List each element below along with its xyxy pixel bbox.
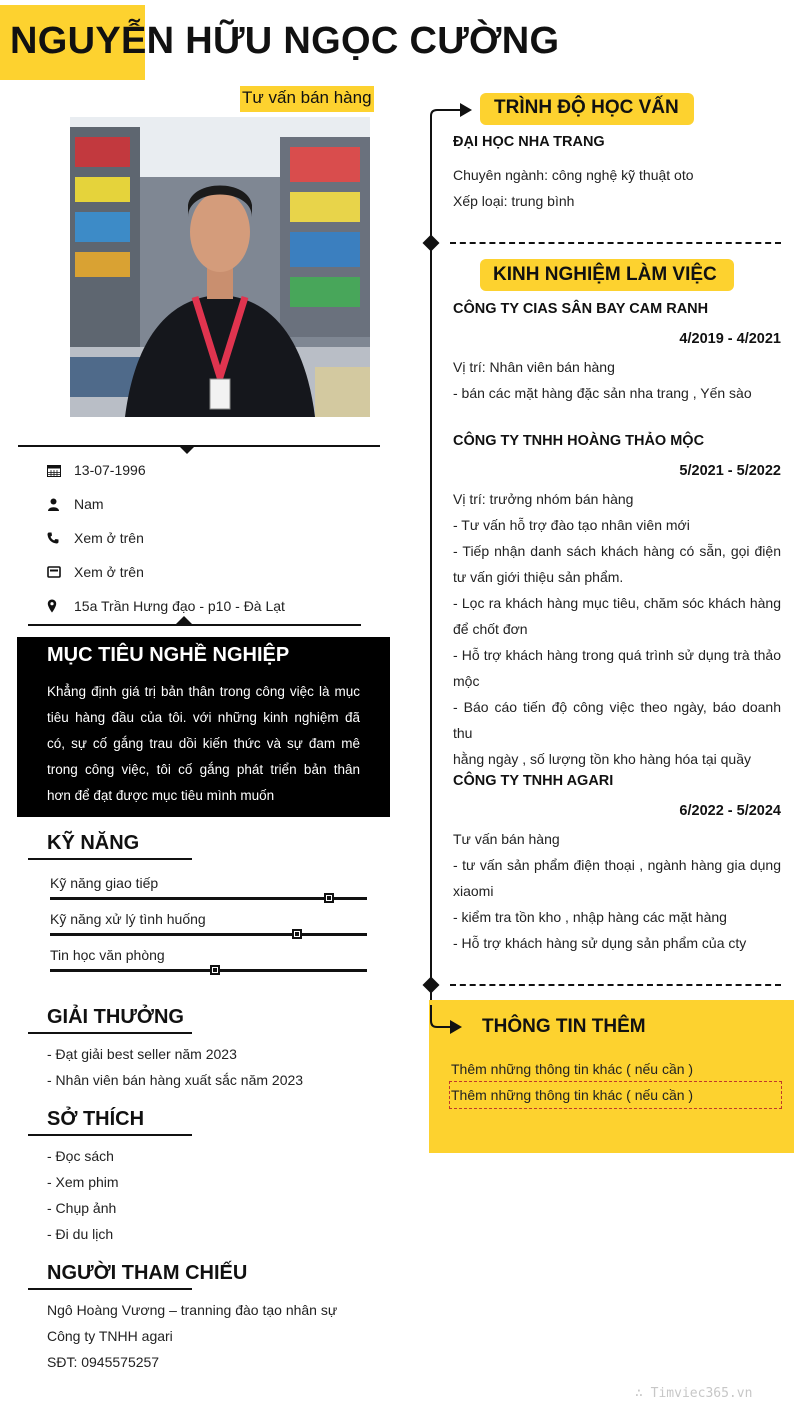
- objective-title: MỤC TIÊU NGHỀ NGHIỆP: [47, 644, 290, 666]
- location-icon: [47, 599, 74, 613]
- timeline-line: [430, 118, 432, 1033]
- birthday-value: 13-07-1996: [74, 462, 146, 478]
- skill-bar: [50, 897, 367, 900]
- hobby-item: - Đi du lịch: [47, 1226, 114, 1242]
- gender-value: Nam: [74, 496, 104, 512]
- hobby-item: - Đọc sách: [47, 1148, 114, 1164]
- section-underline: [28, 1032, 192, 1034]
- awards-title: GIẢI THƯỞNG: [47, 1006, 184, 1028]
- divider-arrow: [179, 446, 195, 454]
- job-details: Vị trí: Nhân viên bán hàng - bán các mặt hàng đặc sản nha trang , Yến sào: [453, 359, 752, 401]
- skill-knob: [324, 893, 334, 903]
- job-title: Tư vấn bán hàng: [240, 86, 374, 112]
- job-details: Tư vấn bán hàng - tư vấn sản phẩm điện thoại , ngành hàng gia dụng xiaomi - kiểm tra tồn kho , nhập hàng các mặt hàng - Hỗ trợ khách hàng sử dụng sản phẩm của cty: [453, 831, 781, 951]
- award-item: - Đạt giải best seller năm 2023: [47, 1046, 237, 1062]
- watermark: ∴ Timviec365.vn: [635, 1386, 753, 1401]
- email-value: Xem ở trên: [74, 564, 144, 580]
- education-school: ĐẠI HỌC NHA TRANG: [453, 134, 605, 150]
- career-objective: [17, 637, 390, 817]
- timeline-arrow-icon: [428, 98, 474, 122]
- extra-info-title: THÔNG TIN THÊM: [482, 1016, 646, 1037]
- timeline-arrow-icon: [428, 1005, 464, 1035]
- contact-gender: [47, 494, 104, 514]
- education-details: Chuyên ngành: công nghệ kỹ thuật oto Xếp loại: trung bình: [453, 167, 694, 209]
- divider: [18, 445, 380, 447]
- skills-title: KỸ NĂNG: [47, 832, 140, 854]
- skill-label: Kỹ năng xử lý tình huống: [50, 911, 206, 927]
- hobbies-list: [47, 1143, 119, 1247]
- job-date: 5/2021 - 5/2022: [679, 463, 781, 479]
- hobby-item: - Xem phim: [47, 1174, 119, 1190]
- skill-knob: [292, 929, 302, 939]
- skill-bar: [50, 969, 367, 972]
- skill-label: Tin học văn phòng: [50, 947, 165, 963]
- skill-bar: [50, 933, 367, 936]
- skill-knob: [210, 965, 220, 975]
- awards-list: [47, 1041, 303, 1093]
- objective-text: Khẳng định giá trị bản thân trong công việc là mục tiêu hàng đầu của tôi. với những kinh nghiệm đã có, sự cố gắng trau dồi kiến thức và sự đam mê trong công việc, tôi cố gắng phát triển bản thân hơn để đạt được mục tiêu mình muốn: [47, 684, 360, 803]
- references-list: [47, 1297, 337, 1375]
- email-icon: [47, 566, 74, 578]
- contact-address: [47, 596, 285, 616]
- job-date: 6/2022 - 5/2024: [679, 803, 781, 819]
- divider-arrow: [176, 616, 192, 624]
- extra-info-line[interactable]: Thêm những thông tin khác ( nếu cần ): [451, 1061, 694, 1077]
- address-value: 15a Trần Hưng đạo - p10 - Đà Lạt: [74, 598, 285, 614]
- extra-info-line[interactable]: Thêm những thông tin khác ( nếu cần ): [451, 1087, 694, 1103]
- reference-item: Công ty TNHH agari: [47, 1328, 173, 1344]
- contact-email: [47, 562, 144, 582]
- phone-icon: [47, 532, 74, 544]
- person-icon: [47, 498, 74, 511]
- phone-value: Xem ở trên: [74, 530, 144, 546]
- reference-item: SĐT: 0945575257: [47, 1354, 160, 1370]
- reference-item: Ngô Hoàng Vương – tranning đào tạo nhân sự: [47, 1302, 338, 1318]
- contact-birthday: [47, 460, 146, 480]
- timeline-node: [423, 235, 440, 252]
- job-company: CÔNG TY TNHH HOÀNG THẢO MỘC: [453, 433, 705, 449]
- job-date: 4/2019 - 4/2021: [679, 331, 781, 347]
- references-title: NGƯỜI THAM CHIẾU: [47, 1262, 248, 1284]
- hobby-item: - Chụp ảnh: [47, 1200, 117, 1216]
- contact-phone: [47, 528, 144, 548]
- section-underline: [28, 1288, 192, 1290]
- divider: [28, 624, 361, 626]
- job-company: CÔNG TY TNHH AGARI: [453, 773, 614, 789]
- calendar-icon: [47, 464, 74, 477]
- timeline-node: [423, 977, 440, 994]
- section-underline: [28, 858, 192, 860]
- award-item: - Nhân viên bán hàng xuất sắc năm 2023: [47, 1072, 304, 1088]
- dashed-divider: [450, 242, 781, 244]
- candidate-name: NGUYỄN HỮU NGỌC CƯỜNG: [10, 20, 560, 62]
- experience-title: KINH NGHIỆM LÀM VIỆC: [493, 264, 717, 285]
- job-details: Vị trí: trưởng nhóm bán hàng - Tư vấn hỗ trợ đào tạo nhân viên mới - Tiếp nhận danh sách khách hàng có sẵn, gọi điện tư vấn giới thiệu sản phẩm. - Lọc ra khách hàng mục tiêu, chăm sóc khách hàng để chốt đơn - Hỗ trợ khách hàng trong quá trình sử dụng trà thảo mộc - Báo cáo tiến độ công việc theo ngày, báo doanh thu hằng ngày , số lượng tồn kho hàng hóa tại quầy: [453, 491, 781, 767]
- education-title: TRÌNH ĐỘ HỌC VẤN: [494, 97, 679, 118]
- dashed-divider: [450, 984, 781, 986]
- skill-label: Kỹ năng giao tiếp: [50, 875, 159, 891]
- job-company: CÔNG TY CIAS SÂN BAY CAM RANH: [453, 301, 709, 317]
- section-underline: [28, 1134, 192, 1136]
- profile-photo: [70, 117, 370, 417]
- hobbies-title: SỞ THÍCH: [47, 1108, 145, 1130]
